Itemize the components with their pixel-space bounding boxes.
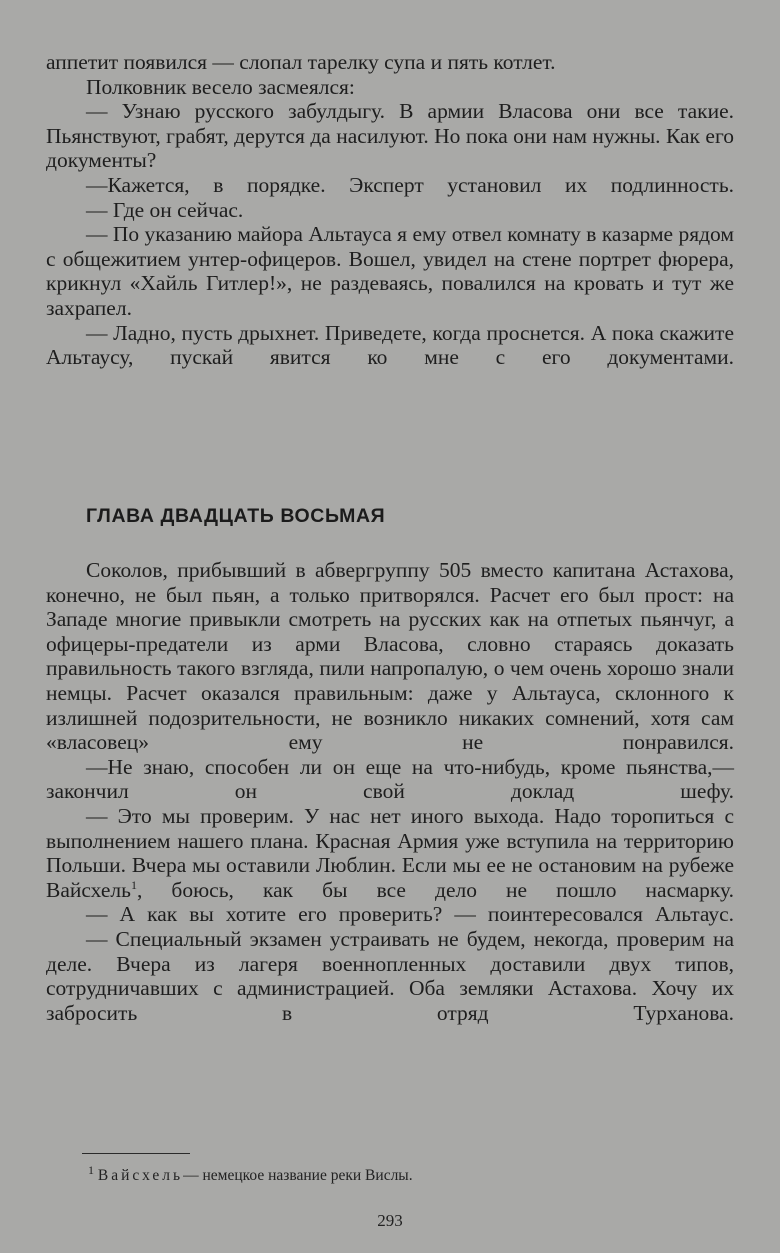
paragraph-text: — Это мы проверим. У нас нет иного выхода. Надо торопиться с выполнением нашего плана. Красная Армия уже вступила на территорию Польши. Вчера мы оставили Люблин. Если мы ее не остановим на рубеже Вайсхель — [46, 803, 734, 902]
footnote-text: — немецкое название реки Вислы. — [183, 1167, 413, 1184]
text-block-top — [46, 50, 734, 370]
paragraph: Полковник весело засмеялся: — [86, 74, 355, 99]
page-number: 293 — [377, 1211, 403, 1230]
paragraph: аппетит появился — слопал тарелку супа и пять котлет. — [46, 50, 556, 74]
footnote-term: Вайсхель — [97, 1167, 184, 1184]
footnote-mark: 1 — [88, 1162, 94, 1177]
paragraph: Соколов, прибывший в абвергруппу 505 вместо капитана Астахова, конечно, не был пьян, а только притворялся. Расчет его был прост: на Западе многие привыкли смотреть на русских как на отпетых пьянчуг, а офицеры-предатели из арми Власова, словно стараясь доказать правильность такого взгляда, пили напропалую, о чем очень хорошо знали немцы. Расчет оказался правильным: даже у Альтауса, склонного к излишней подозрительности, не возникло никаких сомнений, хотя сам «власовец» ему не понравился. — [46, 558, 734, 755]
footnote-reference: 1 — [130, 877, 137, 892]
paragraph: — А как вы хотите его проверить? — поинтересовался Альтаус. — [86, 902, 734, 927]
footnote — [88, 1162, 413, 1185]
paragraph: — По указанию майора Альтауса я ему отвел комнату в казарме рядом с общежитием унтер-офицеров. Вошел, увидел на стене портрет фюрера, крикнул «Хайль Гитлер!», не раздеваясь, повалился на кровать и тут же захрапел. — [46, 222, 734, 320]
footnote-divider — [82, 1153, 190, 1154]
paragraph: — Ладно, пусть дрыхнет. Приведете, когда проснется. А пока скажите Альтаусу, пускай явится ко мне с его документами. — [46, 320, 734, 370]
paragraph: —Кажется, в порядке. Эксперт установил их подлинность. — [86, 172, 734, 197]
paragraph: — Специальный экзамен устраивать не будем, некогда, проверим на деле. Вчера из лагеря военнопленных доставили двух типов, сотрудничавших с администрацией. Оба земляки Астахова. Хочу их забросить в отряд Турханова. — [46, 926, 734, 1025]
paragraph: —Не знаю, способен ли он еще на что-нибудь, кроме пьянства,— закончил он свой доклад шефу. — [46, 754, 734, 804]
paragraph: — Где он сейчас. — [86, 197, 244, 222]
text-block-chapter — [46, 558, 734, 1025]
paragraph — [46, 804, 734, 902]
paragraph-text: , боюсь, как бы все дело не пошло насмарку. — [136, 877, 734, 902]
chapter-heading: ГЛАВА ДВАДЦАТЬ ВОСЬМАЯ — [86, 505, 386, 527]
paragraph: — Узнаю русского забулдыгу. В армии Власова они все такие. Пьянствуют, грабят, дерутся да насилуют. Но пока они нам нужны. Как его документы? — [46, 99, 734, 173]
